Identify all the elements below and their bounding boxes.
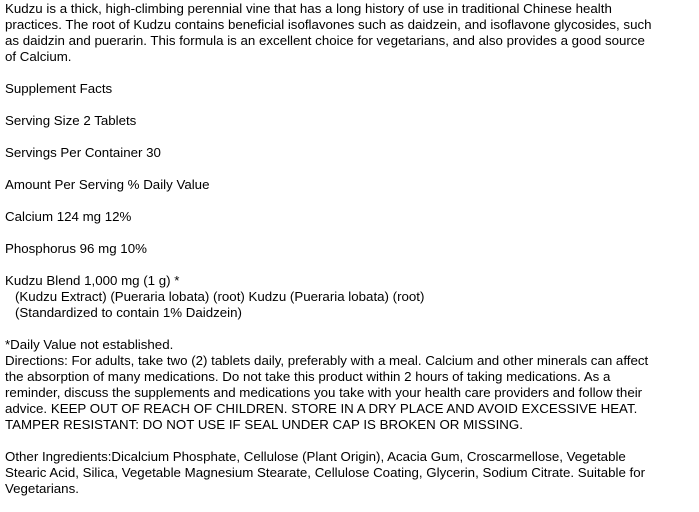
kudzu-blend-section [5, 273, 699, 321]
calcium-row: Calcium 124 mg 12% [5, 209, 132, 224]
directions-line: Directions: For adults, take two (2) tablets daily, preferably with a meal. Calcium and other minerals can affect [5, 353, 649, 368]
spacer [5, 257, 699, 273]
kudzu-blend-standardization: (Standardized to contain 1% Daidzein) [15, 305, 242, 320]
intro-line: Kudzu is a thick, high-climbing perennial vine that has a long history of use in traditional Chinese health [5, 1, 612, 16]
spacer [5, 193, 699, 209]
directions-line: the absorption of many medications. Do not take this product within 2 hours of taking medications. As a [5, 369, 611, 384]
intro-line: of Calcium. [5, 49, 72, 64]
supplement-facts-heading: Supplement Facts [5, 81, 113, 96]
directions-section [5, 337, 699, 433]
spacer [5, 97, 699, 113]
other-ingredients-line: Vegetarians. [5, 481, 79, 496]
serving-size: Serving Size 2 Tablets [5, 113, 137, 128]
directions-line: TAMPER RESISTANT: DO NOT USE IF SEAL UNDER CAP IS BROKEN OR MISSING. [5, 417, 523, 432]
spacer [5, 161, 699, 177]
spacer [5, 65, 699, 81]
intro-line: as daidzin and puerarin. This formula is an excellent choice for vegetarians, and also provides a good source [5, 33, 645, 48]
spacer [5, 129, 699, 145]
other-ingredients-line: Other Ingredients:Dicalcium Phosphate, Cellulose (Plant Origin), Acacia Gum, Croscarmellose, Vegetable [5, 449, 626, 464]
spacer [5, 433, 699, 449]
spacer [5, 225, 699, 241]
daily-value-note: *Daily Value not established. [5, 337, 174, 352]
kudzu-blend-row: Kudzu Blend 1,000 mg (1 g) * [5, 273, 180, 288]
product-description-document [5, 1, 699, 497]
other-ingredients-paragraph [5, 449, 699, 497]
phosphorus-row: Phosphorus 96 mg 10% [5, 241, 147, 256]
intro-line: practices. The root of Kudzu contains beneficial isoflavones such as daidzein, and isoflavone glycosides, such [5, 17, 652, 32]
directions-line: advice. KEEP OUT OF REACH OF CHILDREN. STORE IN A DRY PLACE AND AVOID EXCESSIVE HEAT. [5, 401, 638, 416]
other-ingredients-line: Stearic Acid, Silica, Vegetable Magnesium Stearate, Cellulose Coating, Glycerin, Sodium Citrate. Suitable for [5, 465, 646, 480]
amount-per-serving-header: Amount Per Serving % Daily Value [5, 177, 210, 192]
intro-paragraph [5, 1, 699, 65]
directions-line: reminder, discuss the supplements and medications you take with your health care providers and follow their [5, 385, 643, 400]
spacer [5, 321, 699, 337]
kudzu-blend-detail: (Kudzu Extract) (Pueraria lobata) (root) Kudzu (Pueraria lobata) (root) [15, 289, 425, 304]
servings-per-container: Servings Per Container 30 [5, 145, 161, 160]
